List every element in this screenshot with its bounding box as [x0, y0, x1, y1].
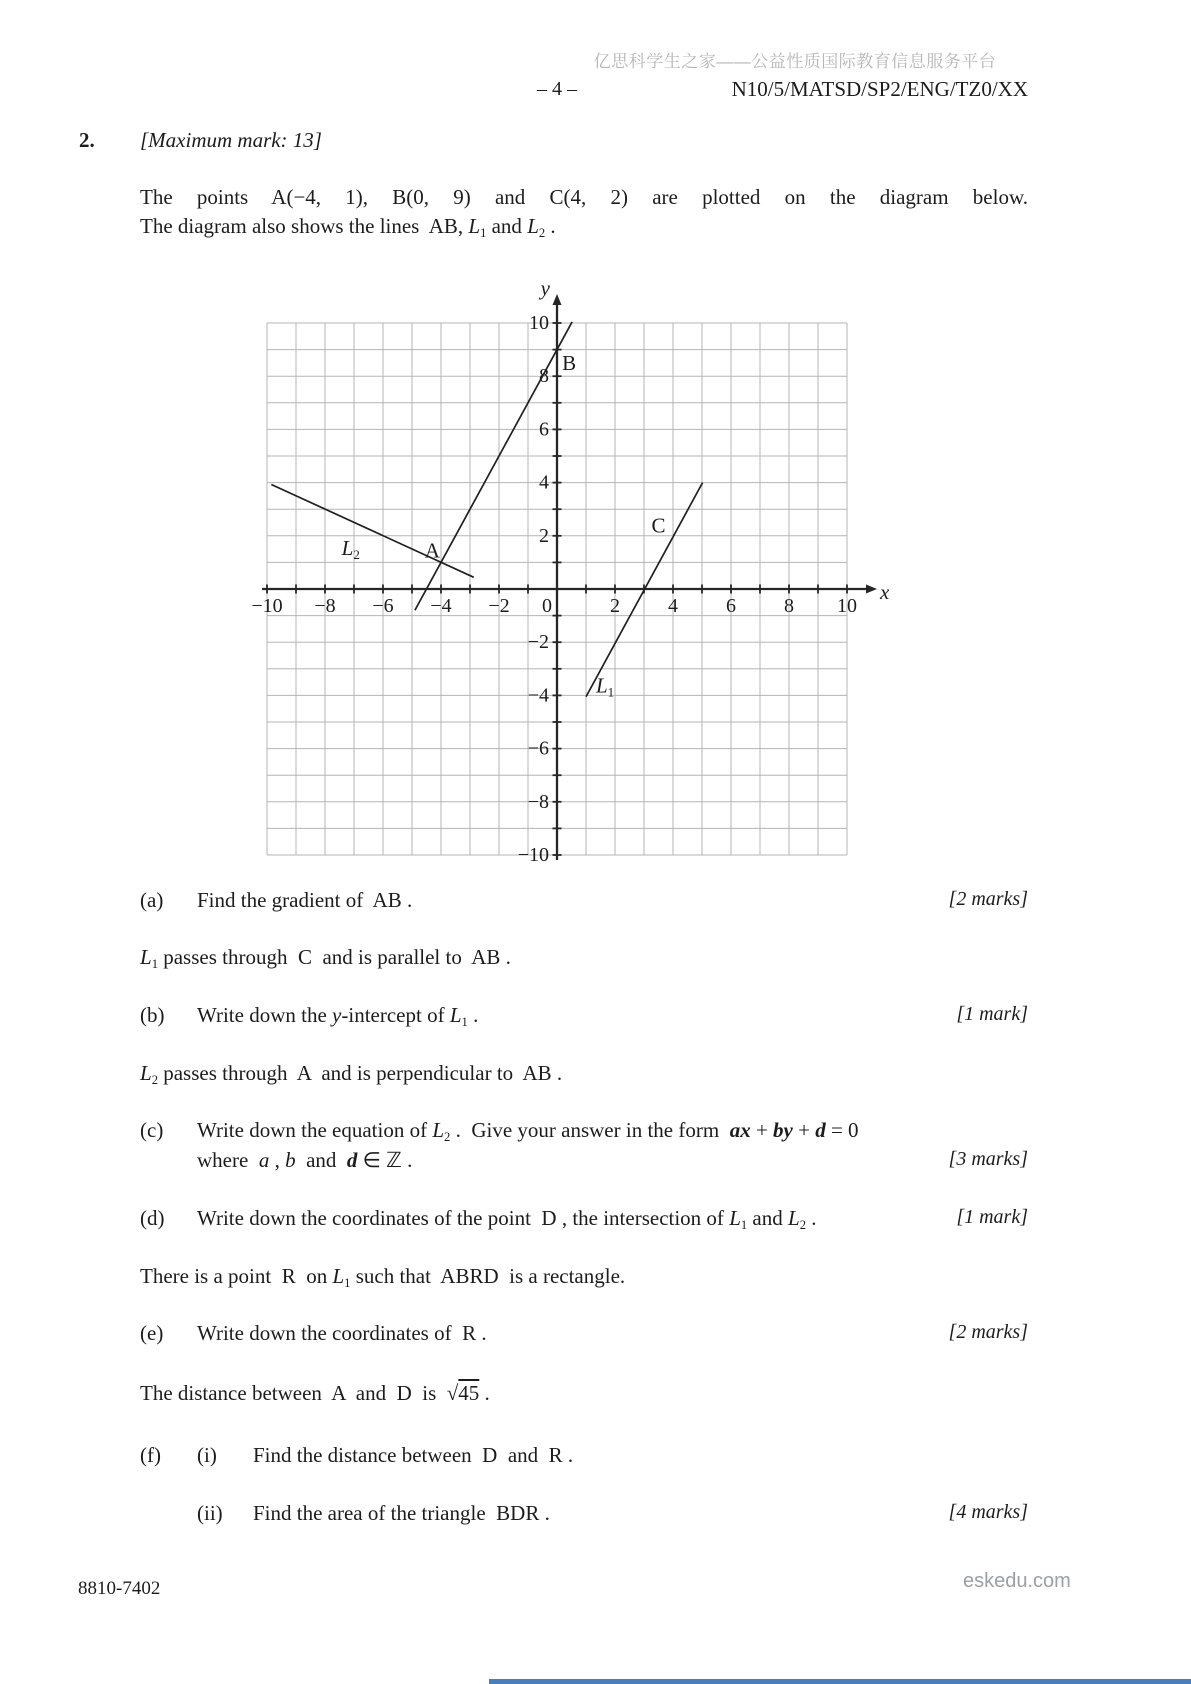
label-a: A — [424, 538, 440, 563]
part-c-text-line2: where a , b and d ∈ ℤ . — [197, 1148, 413, 1172]
part-f-i-label: (i) — [197, 1443, 217, 1467]
part-e-marks: [2 marks] — [948, 1321, 1028, 1343]
svg-text:−6: −6 — [527, 737, 549, 760]
x-axis-label: x — [880, 580, 890, 604]
svg-text:6: 6 — [726, 595, 736, 617]
intro-line-1: The points A(−4, 1), B(0, 9) and C(4, 2) are plotted on the diagram below. — [140, 185, 1028, 209]
y-axis-arrow — [553, 294, 562, 305]
statement-l2: L2 passes through A and is perpendicular to AB . — [140, 1061, 563, 1088]
line-l2 — [271, 484, 473, 577]
svg-text:2: 2 — [610, 595, 620, 617]
svg-text:6: 6 — [539, 418, 549, 441]
svg-text:2: 2 — [539, 524, 549, 547]
part-f-ii-text: Find the area of the triangle BDR . — [253, 1501, 550, 1525]
svg-text:−2: −2 — [488, 595, 510, 617]
svg-text:−8: −8 — [314, 595, 336, 617]
statement-distance: The distance between A and D is √45 . — [140, 1381, 490, 1405]
question-number: 2. — [79, 128, 95, 152]
watermark-text: 亿思科学生之家——公益性质国际教育信息服务平台 — [593, 52, 997, 71]
document-code: 8810-7402 — [78, 1578, 161, 1599]
svg-text:10: 10 — [837, 595, 857, 617]
bottom-blue-bar — [489, 1679, 1191, 1684]
paper-code: N10/5/MATSD/SP2/ENG/TZ0/XX — [731, 77, 1028, 101]
part-d-text: Write down the coordinates of the point D , the intersection of L1 and L2 . — [197, 1206, 817, 1233]
svg-text:−10: −10 — [251, 595, 283, 617]
intro-line-2: The diagram also shows the lines AB, L1 and L2 . — [140, 214, 556, 241]
svg-text:10: 10 — [529, 312, 549, 334]
svg-text:8: 8 — [784, 595, 794, 617]
svg-text:8: 8 — [539, 365, 549, 388]
svg-text:4: 4 — [668, 595, 678, 617]
part-a-text: Find the gradient of AB . — [197, 888, 413, 912]
part-f-label: (f) — [140, 1443, 161, 1467]
part-a-marks: [2 marks] — [948, 888, 1028, 910]
coordinate-grid-diagram — [228, 270, 900, 870]
line-ab — [415, 322, 572, 610]
svg-text:−6: −6 — [372, 595, 394, 617]
page-number: – 4 – — [537, 78, 577, 100]
svg-text:−8: −8 — [527, 790, 549, 813]
svg-text:−4: −4 — [430, 595, 452, 617]
svg-text:4: 4 — [539, 471, 549, 494]
part-e-text: Write down the coordinates of R . — [197, 1321, 487, 1345]
part-d-label: (d) — [140, 1206, 165, 1230]
svg-text:−2: −2 — [527, 631, 549, 654]
part-b-marks: [1 mark] — [956, 1003, 1028, 1025]
part-b-text: Write down the y-intercept of L1 . — [197, 1003, 479, 1030]
label-b: B — [562, 350, 577, 375]
part-b-label: (b) — [140, 1003, 165, 1027]
part-d-marks: [1 mark] — [956, 1206, 1028, 1228]
y-axis-label: y — [540, 276, 550, 300]
site-watermark: eskedu.com — [963, 1570, 1071, 1592]
statement-l1: L1 passes through C and is parallel to AB . — [140, 945, 511, 972]
part-c-label: (c) — [140, 1118, 164, 1142]
label-l1: $L_1$ — [595, 673, 615, 699]
part-a-label: (a) — [140, 888, 164, 912]
part-f-marks: [4 marks] — [948, 1501, 1028, 1523]
part-c-text-line1: Write down the equation of L2 . Give your answer in the form ax + by + d = 0 — [197, 1118, 859, 1145]
svg-text:−4: −4 — [527, 684, 549, 707]
svg-text:0: 0 — [542, 595, 552, 617]
svg-text:−10: −10 — [517, 844, 549, 866]
part-f-i-text: Find the distance between D and R . — [253, 1443, 574, 1467]
label-c: C — [651, 513, 666, 538]
part-f-ii-label: (ii) — [197, 1501, 223, 1525]
x-axis-arrow — [866, 585, 877, 594]
part-c-marks: [3 marks] — [948, 1148, 1028, 1170]
statement-r: There is a point R on L1 such that ABRD is a rectangle. — [140, 1264, 626, 1291]
label-l2: $L_2$ — [341, 535, 360, 562]
maximum-mark: [Maximum mark: 13] — [140, 128, 322, 152]
part-e-label: (e) — [140, 1321, 164, 1345]
